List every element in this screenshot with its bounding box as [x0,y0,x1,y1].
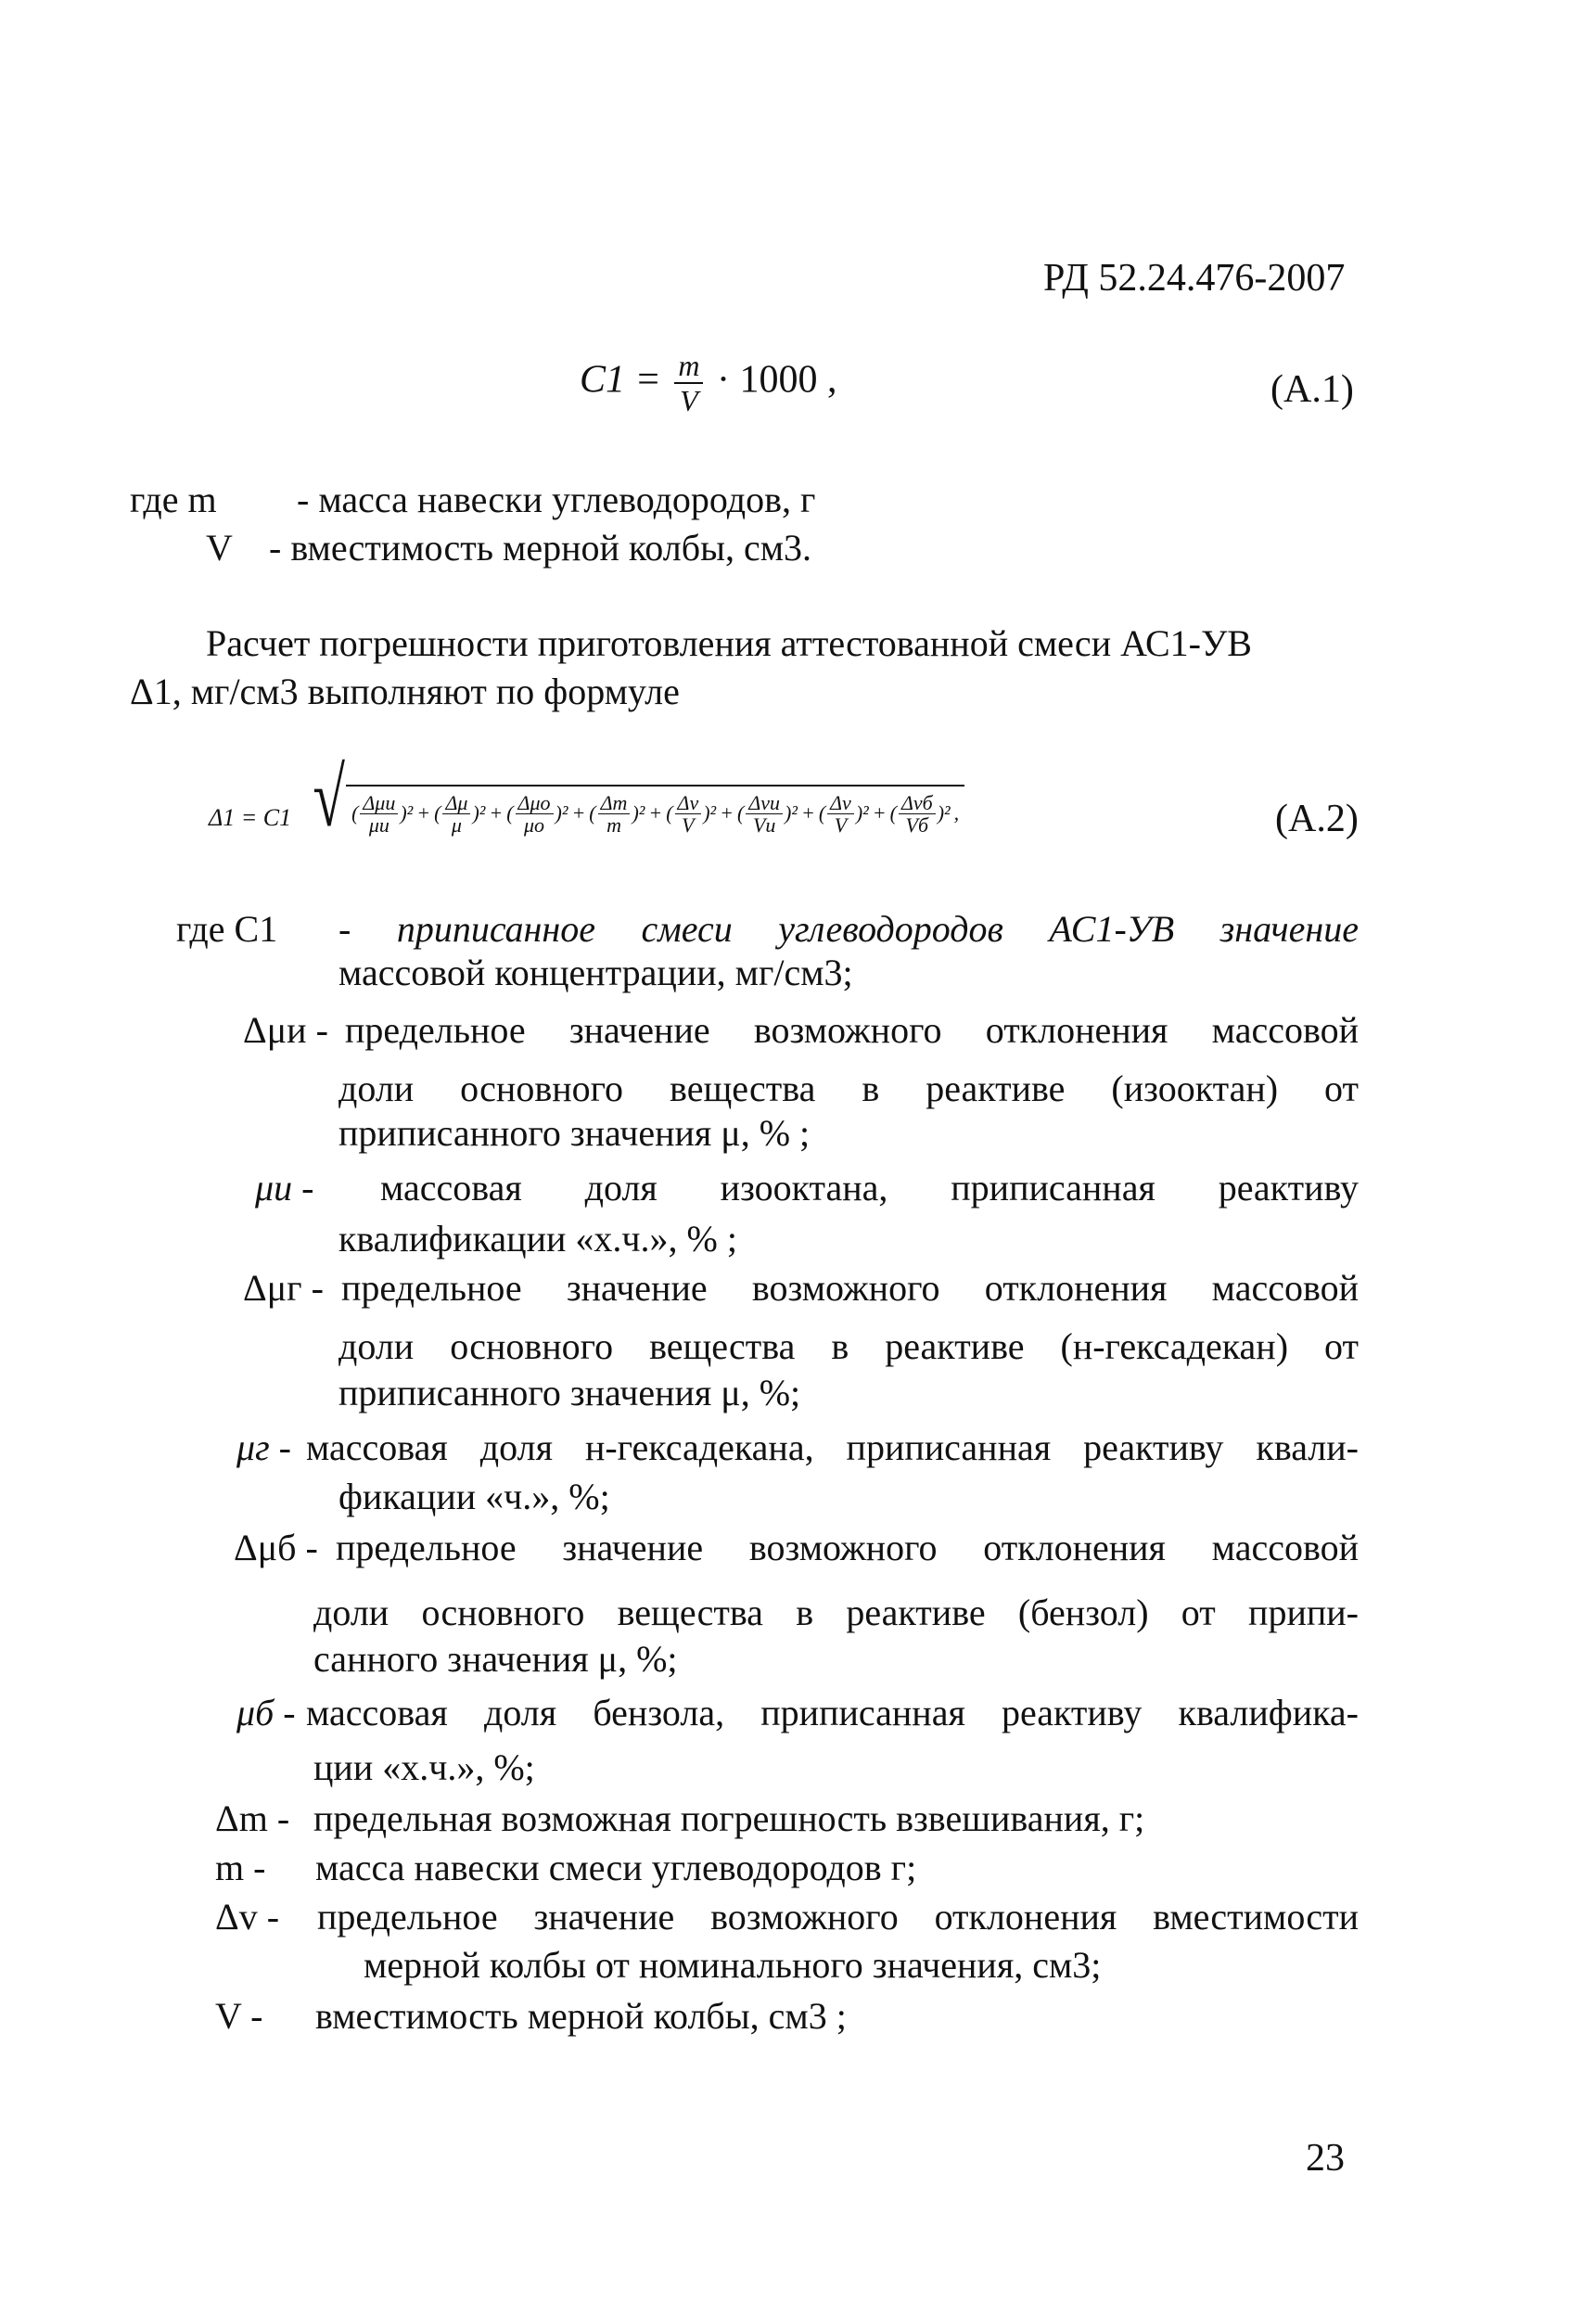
def-text: доли основного вещества в реактиве (изооктан) от [338,1068,1359,1109]
def-text: предельное значение возможного отклонения массовой [345,1009,1359,1051]
def-text: масса навески смеси углеводородов г; [315,1847,917,1888]
formula-a2-lhs: Δ1 = C1 [209,804,292,831]
formula-a1-number: (А.1) [1270,368,1354,411]
def-text: массовая доля н-гексадекана, приписанная реактиву квали- [306,1426,1359,1468]
def-text: квалификации «х.ч.», % ; [338,1218,737,1260]
def-sym: Δμб - [234,1527,318,1568]
def-sym: μб - [236,1692,296,1733]
def-text: массовая доля бензола, приписанная реактиву квалифика- [306,1692,1359,1733]
def-text: ции «х.ч.», %; [313,1746,535,1788]
def-text: приписанного значения μ, % ; [338,1112,811,1154]
def-sym: Δv - [215,1896,280,1938]
def-text: предельное значение возможного отклонения вместимости [317,1896,1359,1938]
def-sym: Δμг - [243,1267,324,1309]
def-text: предельное значение возможного отклонения массовой [336,1527,1359,1568]
def-sym: μи - [255,1167,314,1209]
where1-desc-0: - масса навески углеводородов, г [297,479,816,520]
formula-a2-term: ( Δvи Vи )² [737,790,798,837]
def-text: предельное значение возможного отклонения массовой [341,1267,1359,1309]
def-text: доли основного вещества в реактиве (н-гексадекан) от [338,1325,1359,1367]
def-sym: где C1 [176,908,278,950]
formula-a2-term: ( Δv V )² [666,790,717,837]
def-text: фикации «ч.», %; [338,1476,610,1517]
formula-a1 [580,351,836,416]
formula-a1-rhs: · 1000 , [716,358,837,402]
def-text: массовой концентрации, мг/см3; [338,952,853,993]
formula-a2-term: ( Δμо μо )² [506,790,568,837]
formula-a2-term: ( Δμи μи )² [351,790,414,837]
para1-line2: Δ1, мг/см3 выполняют по формуле [130,671,680,712]
sqrt-sign-icon: √ [313,752,345,844]
where1-desc-1: - вместимость мерной колбы, см3. [269,527,812,569]
formula-a2-number: (А.2) [1275,798,1359,840]
formula-a2-term: ( Δμ μ )² [434,790,486,837]
def-text: предельная возможная погрешность взвешивания, г; [313,1797,1145,1839]
page-number: 23 [1306,2137,1345,2180]
def-text: мерной колбы от номинального значения, см3; [364,1944,1102,1986]
def-text: приписанного значения μ, %; [338,1372,801,1413]
def-sym: Δμи - [243,1009,328,1051]
def-sym: μг - [236,1426,292,1468]
formula-a1-denominator: V [680,384,698,417]
def-text: санного значения μ, %; [313,1638,678,1680]
def-sym: V - [215,1995,263,2037]
formula-a1-numerator: m [674,351,703,384]
formula-a2-term: ( Δm m )² [589,790,645,837]
def-text: массовая доля изооктана, приписанная реактиву [380,1167,1359,1209]
def-text: доли основного вещества в реактиве (бензол) от припи- [313,1592,1359,1633]
formula-a2-term: ( Δv V )² [818,790,869,837]
document-id: РД 52.24.476-2007 [1043,257,1346,300]
def-sym: m - [215,1847,266,1888]
def-sym: Δm - [215,1797,290,1839]
def-text: вместимость мерной колбы, см3 ; [315,1995,847,2037]
def-text: - приписанное смеси углеводородов АС1-УВ значение [338,908,1359,950]
formula-a2-sqrt [306,752,964,844]
formula-a1-lhs: C1 = [580,358,661,402]
where1-sym-1: V [206,527,233,569]
formula-a2-radicand: ( Δμи μи )² + ( Δμ μ )² + ( Δμо μо )² + ( Δm m )² + ( Δv V )² + ( Δvи Vи )² + ( Δv V )² + ( Δvб Vб )² , [346,785,964,836]
formula-a2 [209,752,964,844]
formula-a1-fraction [674,351,703,416]
where1-sym-0: где m [130,479,217,520]
formula-a2-term: ( Δvб Vб )² [889,790,951,837]
para1-line1: Расчет погрешности приготовления аттестованной смеси АС1-УВ [206,622,1252,664]
